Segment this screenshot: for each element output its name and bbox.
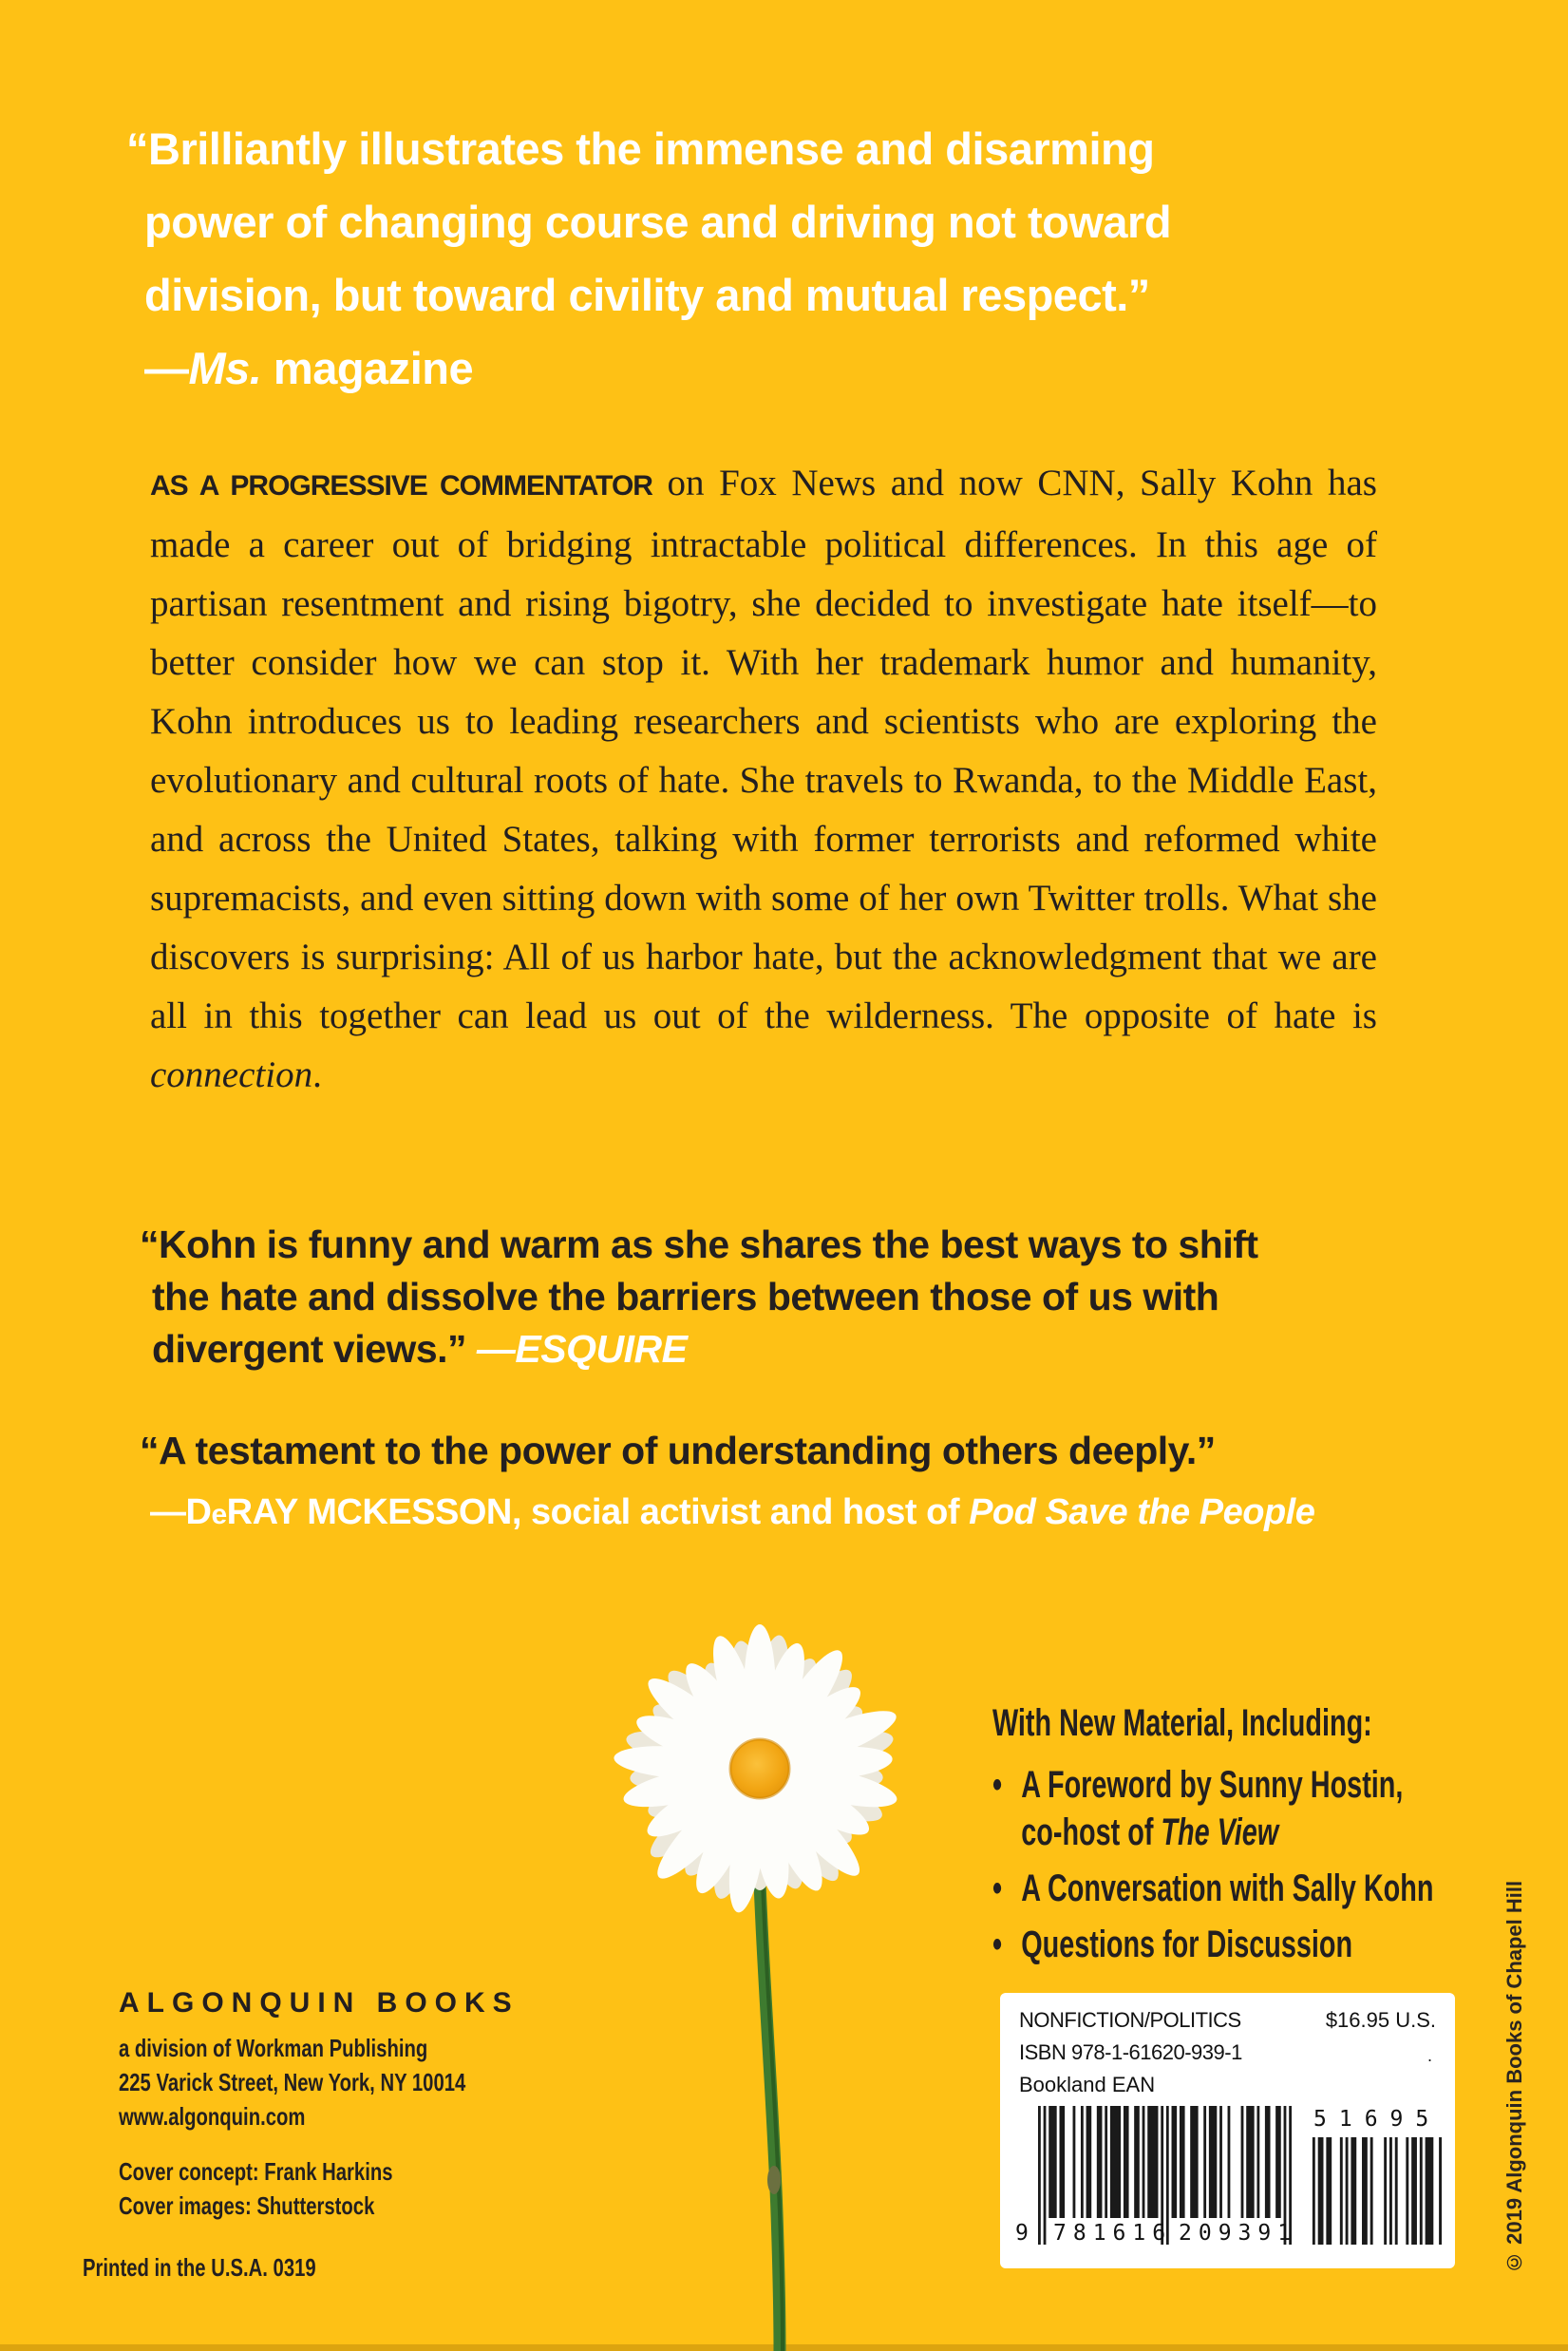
show-title: The View — [1161, 1811, 1279, 1853]
list-item: • Questions for Discussion — [992, 1921, 1568, 1968]
new-material-heading: With New Material, Including: — [992, 1702, 1372, 1744]
publisher-block — [119, 1987, 563, 2223]
quote-line: divergent views.” —ESQUIRE — [152, 1327, 688, 1371]
spacer — [119, 2133, 465, 2154]
quote-line: “A testament to the power of understanding others deeply.” — [140, 1429, 1216, 1472]
review-quote-top — [126, 112, 1172, 405]
vertical-copyright: © 2019 Algonquin Books of Chapel Hill — [1502, 1880, 1526, 2274]
barcode-digit-group: 781616 — [1053, 2221, 1173, 2246]
esquire-quote — [140, 1219, 1258, 1375]
synopsis-italic-word: connection — [150, 1054, 313, 1095]
synopsis-lead-in: AS A PROGRESSIVE COMMENTATOR — [150, 470, 652, 502]
mckesson-attribution: —DeRAY MCKESSON, social activist and host of Pod Save the People — [150, 1492, 1315, 1532]
bullet-icon: • — [992, 1868, 1003, 1909]
supplement-barcode-image — [1310, 2137, 1442, 2245]
esquire-attribution: —ESQUIRE — [476, 1327, 688, 1371]
daisy-stem-node — [767, 2166, 781, 2194]
list-item-line2: co-host of The View — [1021, 1811, 1279, 1853]
synopsis-paragraph: AS A PROGRESSIVE COMMENTATOR on Fox News and now CNN, Sally Kohn has made a career out of bridging intractable political differences. In this age of partisan resentment and rising bigotry, she decided to investigate hate itself—to better consider how we can stop it. With her trademark humor and humanity, Kohn introduces us to leading researchers and scientists who are exploring the evolutionary and cultural roots of hate. She travels to Rwanda, to the Middle East, and across the United States, talking with former terrorists and reformed white supremacists, and even sitting down with some of her own Twitter trolls. What she discovers is surprising: All of us harbor hate, but the acknowledgment that we are all in this together can lead us out of the wilderness. The opposite of hate is connection. — [150, 463, 1377, 1095]
printed-in-usa: Printed in the U.S.A. 0319 — [83, 2253, 316, 2282]
new-material-section — [992, 1700, 1568, 1977]
publisher-address: 225 Varick Street, New York, NY 10014 — [119, 2068, 466, 2096]
quote-line: division, but toward civility and mutual respect.” — [144, 270, 1150, 320]
publisher-website: www.algonquin.com — [119, 2102, 306, 2131]
genre-label: NONFICTION/POLITICS — [1019, 2008, 1241, 2032]
supplement-digits: 51695 — [1313, 2107, 1442, 2132]
barcode-panel — [1000, 1993, 1455, 2268]
podcast-title: Pod Save the People — [969, 1492, 1315, 1532]
barcode-digit-lead: 9 — [1015, 2221, 1029, 2246]
quote-line: power of changing course and driving not toward — [144, 197, 1172, 247]
quote-line: “Kohn is funny and warm as she shares the best ways to shift — [140, 1223, 1258, 1266]
bullet-icon: • — [992, 1764, 1003, 1806]
list-item: • A Foreword by Sunny Hostin, co-host of The View — [992, 1761, 1568, 1856]
quote-line: “Brilliantly illustrates the immense and disarming — [126, 123, 1155, 174]
quote-source-name: Ms. — [188, 343, 262, 393]
isbn-label: ISBN 978-1-61620-939-1 — [1019, 2040, 1242, 2064]
publisher-name: ALGONQUIN BOOKS — [119, 1987, 520, 2019]
quote-line: the hate and dissolve the barriers between those of us with — [152, 1275, 1219, 1318]
cover-images-credit: Cover images: Shutterstock — [119, 2191, 375, 2220]
bullet-icon: • — [992, 1924, 1003, 1965]
barcode-digit-group: 209391 — [1179, 2221, 1298, 2246]
publisher-details — [119, 2031, 465, 2223]
bookland-ean-label: Bookland EAN — [1019, 2073, 1156, 2096]
cover-concept-credit: Cover concept: Frank Harkins — [119, 2157, 393, 2186]
mckesson-quote — [140, 1425, 1315, 1541]
list-item: • A Conversation with Sally Kohn — [992, 1865, 1568, 1912]
price-label: $16.95 U.S. — [1325, 2008, 1436, 2032]
isbn-dot: . — [1426, 2046, 1432, 2065]
quote-attribution: —Ms. magazine — [144, 343, 474, 393]
publisher-division: a division of Workman Publishing — [119, 2034, 428, 2062]
synopsis-body: on Fox News and now CNN, Sally Kohn has made a career out of bridging intractable political differences. In this age of partisan resentment and rising bigotry, she decided to investigate hate itself—to better consider how we can stop it. With her trademark humor and humanity, Kohn introduces us to leading researchers and scientists who are exploring the evolutionary and cultural roots of hate. She travels to Rwanda, to the Middle East, and across the United States, talking with former terrorists and reformed white supremacists, and even sitting down with some of her own Twitter trolls. What she discovers is surprising: All of us harbor hate, but the acknowledgment that we are all in this together can lead us out of the wilderness. The opposite of hate is — [150, 463, 1377, 1036]
